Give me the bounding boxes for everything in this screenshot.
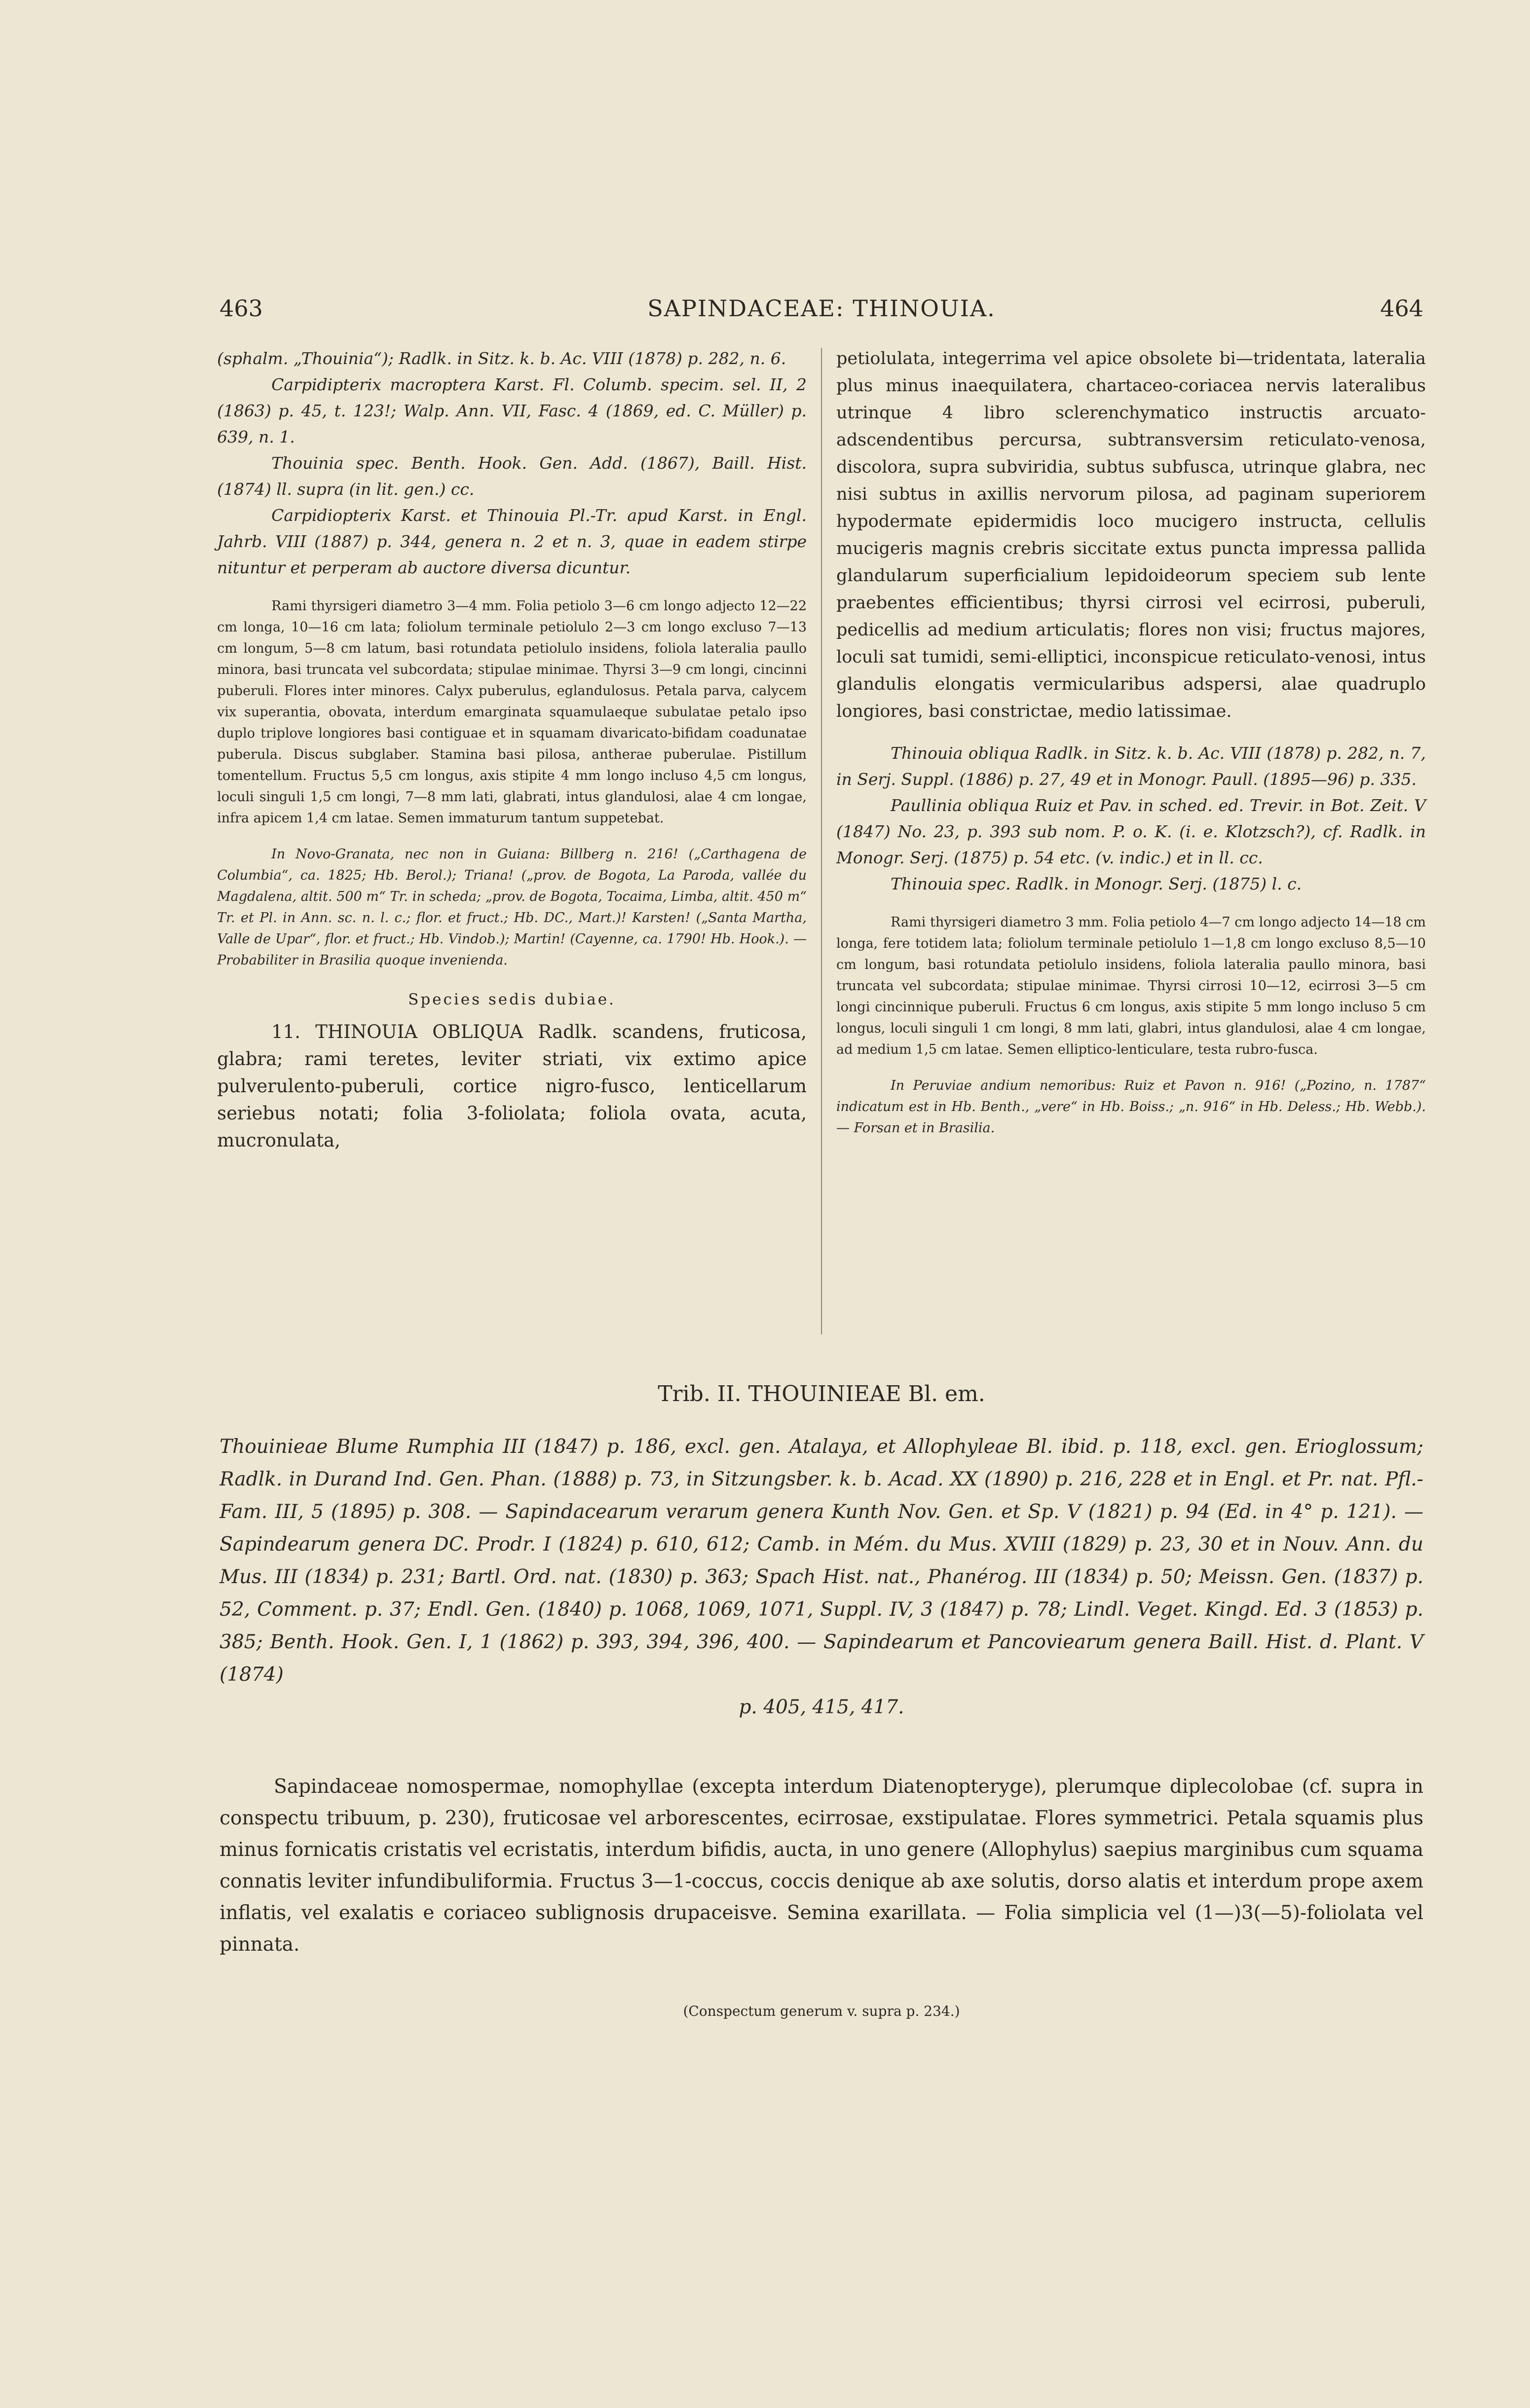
tribe-citation-text: Thouinieae Blume Rumphia III (1847) p. 186, excl. gen. Atalaya, et Allophyleae Bl. ibid. p. 118, excl. gen. Erioglossum; Radlk. in Durand Ind. Gen. Phan. (1888) p. 73, in Sitzungsber. k. b. Acad. XX (1890) p. 216, 228 et in Engl. et Pr. nat. Pfl.-Fam. III, 5 (1895) p. 308. — Sapindacearum verarum genera Kunth Nov. Gen. et Sp. V (1821) p. 94 (Ed. in 4° p. 121). — Sapindearum genera DC. Prodr. I (1824) p. 610, 612; Camb. in Mém. du Mus. XVIII (1829) p. 23, 30 et in Nouv. Ann. du Mus. III (1834) p. 231; Bartl. Ord. nat. (1830) p. 363; Spach Hist. nat., Phanérog. III (1834) p. 50; Meissn. Gen. (1837) p. 52, Comment. p. 37; Endl. Gen. (1840) p. 1068, 1069, 1071, Suppl. IV, 3 (1847) p. 78; Lindl. Veget. Kingd. Ed. 3 (1853) p. 385; Benth. Hook. Gen. I, 1 (1862) p. 393, 394, 396, 400. — Sapindearum et Pancoviearum genera Baill. Hist. d. Plant. V (1874) (220, 1436, 1423, 1686)
synonym-citation: Paullinia obliqua Ruiz et Pav. in sched. ed. Trevir. in Bot. Zeit. V (1847) No. 23, p. 393 sub nom. P. o. K. (i. e. Klotzsch?), cf. Radlk. in Monogr. Serj. (1875) p. 54 etc. (v. indic.) et in ll. cc. (836, 796, 1426, 867)
synonym-citation: Carpidiopterix Karst. et Thinouia Pl.-Tr. apud Karst. in Engl. Jahrb. VIII (1887) p. 344, genera n. 2 et n. 3, quae in eadem stirpe nituntur et perperam ab auctore diversa dicuntur. (217, 506, 807, 577)
tribe-citation-end: p. 405, 415, 417. (739, 1696, 904, 1718)
page-number-right: 464 (1380, 295, 1423, 322)
species-heading-thinouia-obliqua: 11. THINOUIA OBLIQUA Radlk. scandens, fruticosa, glabra; rami teretes, leviter striati, vix extimo apice pulverulento-puberuli, cortice nigro-fusco, lenticellarum seriebus notati; folia 3-foliolata; foliola ovata, acuta, mucronulata, (217, 1021, 807, 1151)
species-diagnosis-continued: petiolulata, integerrima vel apice obsolete bi—tridentata, lateralia plus minus inaequilatera, chartaceo-coriacea nervis lateralibus utrinque 4 libro sclerenchymatico instructis arcuato-adscendentibus percursa, subtransversim reticulato-venosa, discolora, supra subviridia, subtus subfusca, utrinque glabra, nec nisi subtus in axillis nervorum pilosa, ad paginam superiorem hypodermate epidermidis loco mucigero instructa, cellulis mucigeris magnis crebris siccitate extus puncta impressa pallida glandularum superficialium lepidoideorum speciem sub lente praebentes efficientibus; thyrsi cirrosi vel ecirrosi, puberuli, pedicellis ad medium articulatis; flores non visi; fructus majores, loculi sat tumidi, semi-elliptici, inconspicue reticulato-venosi, intus glandulis elongatis vermicularibus adspersi, alae quadruplo longiores, basi constrictae, medio latissimae. (836, 349, 1426, 721)
synonym-citation: Thouinia spec. Benth. Hook. Gen. Add. (1867), Baill. Hist. (1874) ll. supra (in lit. gen.) cc. (217, 453, 807, 499)
synonym-citation: (sphalm. „Thouinia“); Radlk. in Sitz. k. b. Ac. VIII (1878) p. 282, n. 6. (217, 349, 786, 368)
tribe-heading: Trib. II. THOUINIEAE Bl. em. (658, 1381, 985, 1407)
locality-text: In Peruviae andium nemoribus: Ruiz et Pavon n. 916! („Pozino, n. 1787“ indicatum est in Hb. Benth., „vere“ in Hb. Boiss.; „n. 916“ in Hb. Deless.; Hb. Webb.). — Forsan et in Brasilia. (836, 1078, 1426, 1136)
synonym-citation: Thinouia spec. Radlk. in Monogr. Serj. (1875) l. c. (891, 874, 1302, 893)
section-heading-dubiae: Species sedis dubiae. (408, 991, 616, 1008)
conspectus-note: (Conspectum generum v. supra p. 234.) (683, 2003, 960, 2019)
column-divider (821, 348, 822, 1334)
running-title: SAPINDACEAE: THINOUIA. (647, 295, 996, 322)
species-description: Rami thyrsigeri diametro 3—4 mm. Folia petiolo 3—6 cm longo adjecto 12—22 cm longa, 10—16 cm lata; foliolum terminale petiolulo 2—3 cm longo excluso 7—13 cm longum, 5—8 cm latum, basi rotundata petiolulo insidens, foliola lateralia paullo minora, basi truncata vel subcordata; stipulae minimae. Thyrsi 3—9 cm longi, cincinni puberuli. Flores inter minores. Calyx puberulus, eglandulosus. Petala parva, calycem vix superantia, obovata, interdum emarginata squamulaeque subulatae petalo ipso duplo triplove longiores basi contiguae et in squamam divaricato-bifidam coadunatae puberula. Discus subglaber. Stamina basi pilosa, antherae puberulae. Pistillum tomentellum. Fructus 5,5 cm longus, axis stipite 4 mm longo incluso 4,5 cm longus, loculi singuli 1,5 cm longi, 7—8 mm lati, glabrati, intus glandulosi, alae 4 cm longae, infra apicem 1,4 cm latae. Semen immaturum tantum suppetebat. (217, 598, 807, 826)
tribe-description: Sapindaceae nomospermae, nomophyllae (excepta interdum Diatenopteryge), plerumque diplecolobae (cf. supra in conspectu tribuum, p. 230), fruticosae vel arborescentes, ecirrosae, exstipulatae. Flores symmetrici. Petala squamis plus minus fornicatis cristatis vel ecristatis, interdum bifidis, aucta, in uno genere (Allophylus) saepius marginibus cum squama connatis leviter infundibuliformia. Fructus 3—1-coccus, coccis denique ab axe solutis, dorso alatis et interdum prope axem inflatis, vel exalatis e coriaceo sublignosis drupaceisve. Semina exarillata. — Folia simplicia vel (1—)3(—5)-foliolata vel pinnata. (220, 1776, 1423, 1956)
right-column (836, 345, 1426, 1139)
tribe-citation (220, 1431, 1423, 1724)
synonym-citation: Carpidipterix macroptera Karst. Fl. Columb. specim. sel. II, 2 (1863) p. 45, t. 123!; Walp. Ann. VII, Fasc. 4 (1869, ed. C. Müller) p. 639, n. 1. (217, 375, 807, 446)
running-header (220, 295, 1423, 334)
page-number-left: 463 (220, 295, 263, 322)
synonym-citation: Thinouia obliqua Radlk. in Sitz. k. b. Ac. VIII (1878) p. 282, n. 7, in Serj. Suppl. (1886) p. 27, 49 et in Monogr. Paull. (1895—96) p. 335. (836, 743, 1426, 789)
left-column (217, 345, 807, 1154)
locality-text: In Novo-Granata, nec non in Guiana: Billberg n. 216! („Carthagena de Columbia“, ca. 1825; Hb. Berol.); Triana! („prov. de Bogota, La Paroda, vallée du Magdalena, altit. 500 m“ Tr. in scheda; „prov. de Bogota, Tocaima, Limba, altit. 450 m“ Tr. et Pl. in Ann. sc. n. l. c.; flor. et fruct.; Hb. DC., Mart.)! Karsten! („Santa Martha, Valle de Upar“, flor. et fruct.; Hb. Vindob.); Martin! (Cayenne, ca. 1790! Hb. Hook.). — Probabiliter in Brasilia quoque invenienda. (217, 847, 807, 968)
species-description: Rami thyrsigeri diametro 3 mm. Folia petiolo 4—7 cm longo adjecto 14—18 cm longa, fere totidem lata; foliolum terminale petiolulo 1—1,8 cm longo excluso 8,5—10 cm longum, basi rotundata petiolulo insidens, foliola lateralia paullo minora, basi truncata vel subcordata; stipulae minimae. Thyrsi cirrosi 10—12, ecirrosi 3—5 cm longi cincinnique puberuli. Fructus 6 cm longus, axis stipite 5 mm longo incluso 5 cm longus, loculi singuli 1 cm longi, 8 mm lati, glabri, intus glandulosi, alae 4 cm longae, ad medium 1,5 cm latae. Semen elliptico-lenticulare, testa rubro-fusca. (836, 915, 1426, 1057)
